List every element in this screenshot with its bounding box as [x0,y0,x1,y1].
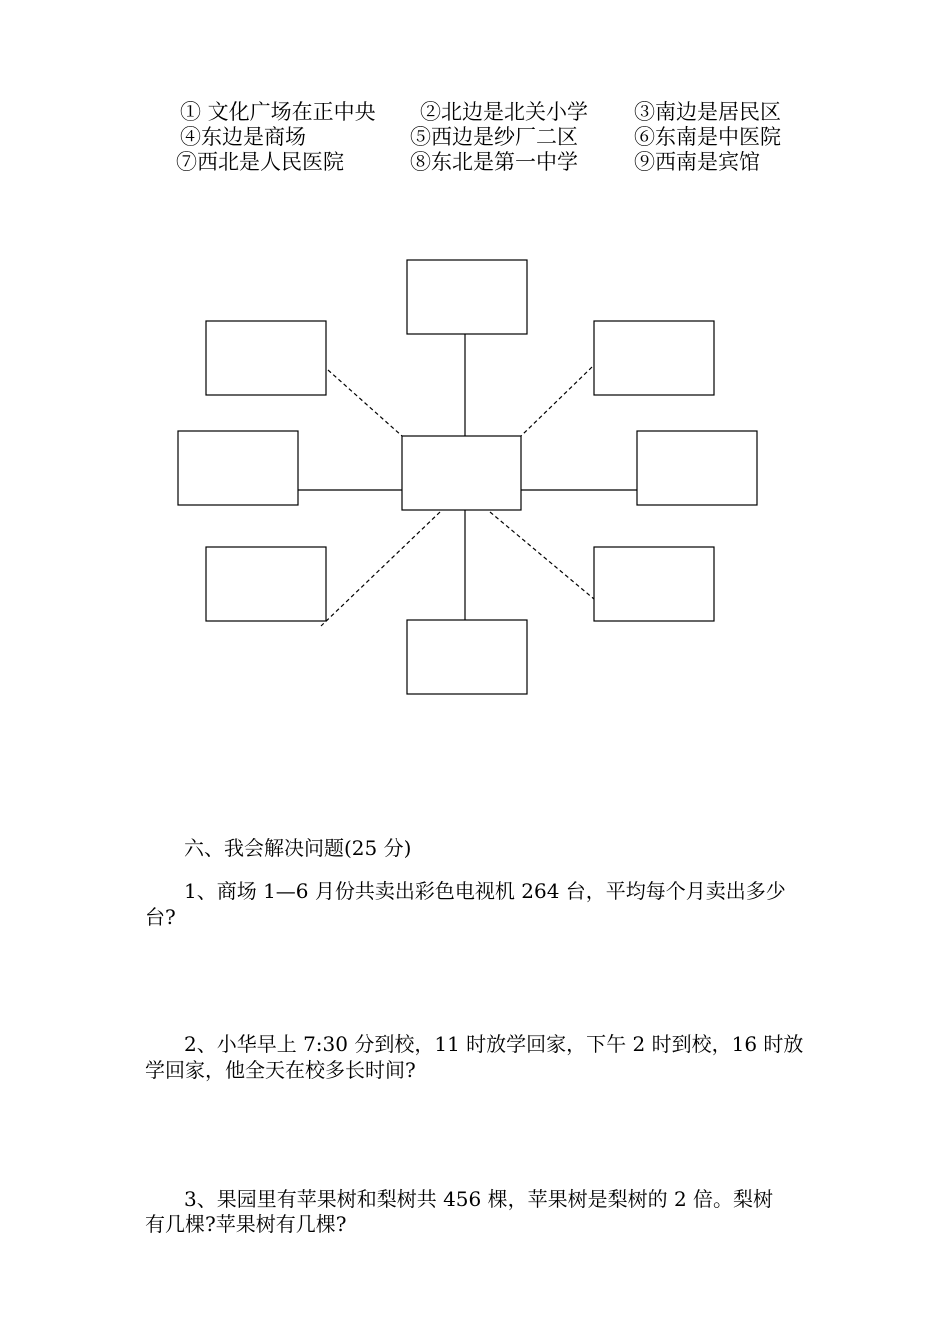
problem-3-line-2: 有几棵?苹果树有几棵? [145,1212,347,1236]
connector-northwest [328,370,402,436]
box-southeast [594,547,714,621]
section-heading: 六、我会解决问题(25 分) [184,836,412,860]
box-west [178,431,298,505]
box-east [637,431,757,505]
clue-center: ① 文化广场在正中央 [180,100,376,124]
clue-northwest: ⑦西北是人民医院 [176,150,344,174]
box-north [407,260,527,334]
box-center [402,436,521,510]
box-southwest [206,547,326,621]
problem-1-line-2: 台? [145,905,176,929]
connector-southwest [321,512,440,626]
problem-1-line-1: 1、商场 1—6 月份共卖出彩色电视机 264 台，平均每个月卖出多少 [184,879,786,903]
clue-south: ③南边是居民区 [634,100,781,124]
clue-north: ②北边是北关小学 [420,100,588,124]
box-south [407,620,527,694]
clue-west: ⑤西边是纱厂二区 [410,125,578,149]
box-northeast [594,321,714,395]
connector-northeast [521,367,592,436]
problem-3-line-1: 3、果园里有苹果树和梨树共 456 棵，苹果树是梨树的 2 倍。梨树 [184,1187,774,1211]
problem-2-line-1: 2、小华早上 7:30 分到校，11 时放学回家，下午 2 时到校，16 时放 [184,1032,804,1056]
clue-southwest: ⑨西南是宾馆 [634,150,760,174]
connector-southeast [490,512,594,599]
clue-east: ④东边是商场 [180,125,306,149]
box-northwest [206,321,326,395]
clue-southeast: ⑥东南是中医院 [634,125,781,149]
problem-2-line-2: 学回家，他全天在校多长时间? [145,1058,416,1082]
clue-northeast: ⑧东北是第一中学 [410,150,578,174]
